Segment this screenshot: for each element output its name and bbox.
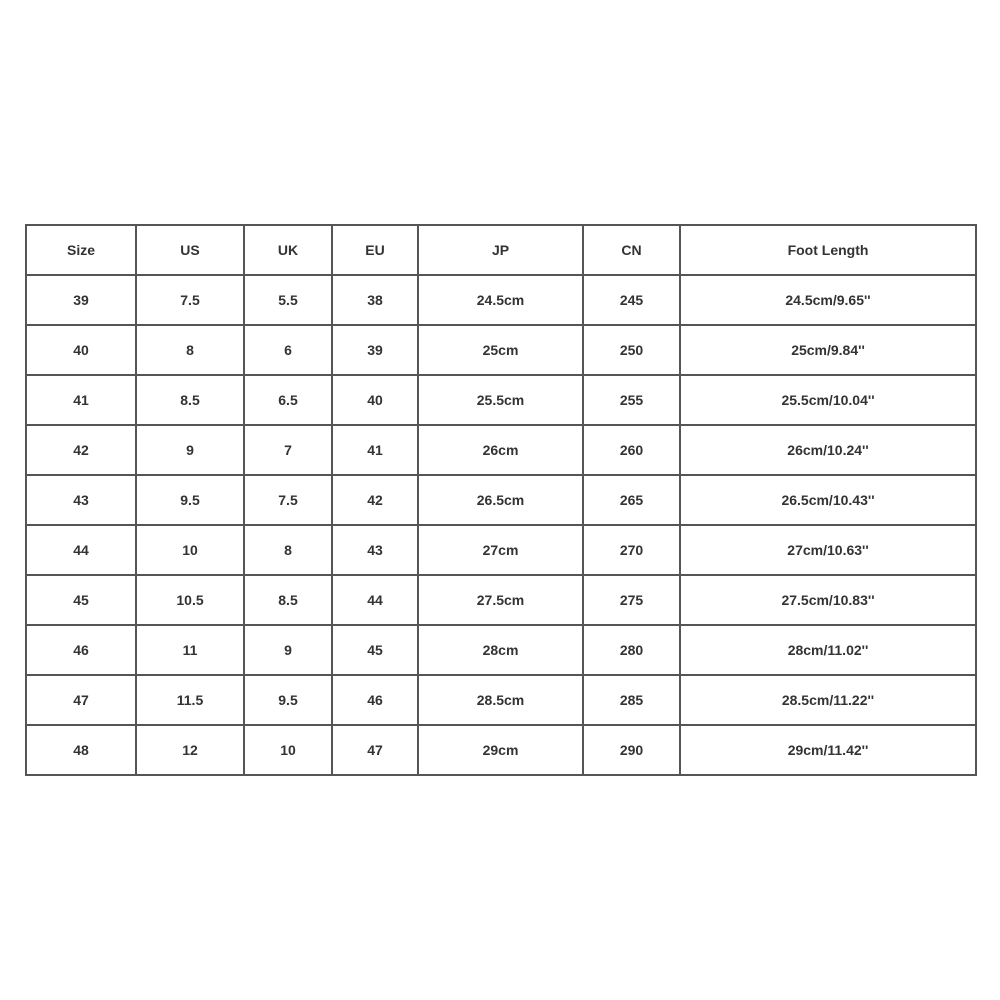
table-cell: 25cm — [418, 325, 583, 375]
table-cell: 270 — [583, 525, 680, 575]
table-cell: 275 — [583, 575, 680, 625]
table-cell: 28.5cm/11.22'' — [680, 675, 976, 725]
table-row — [26, 275, 976, 325]
table-cell: 9 — [244, 625, 332, 675]
table-cell: 6.5 — [244, 375, 332, 425]
table-cell: 25.5cm — [418, 375, 583, 425]
table-cell: 11 — [136, 625, 244, 675]
table-row — [26, 725, 976, 775]
table-cell: 10 — [244, 725, 332, 775]
table-cell: 41 — [332, 425, 418, 475]
table-cell: 26cm — [418, 425, 583, 475]
table-header — [26, 225, 976, 275]
table-cell: 260 — [583, 425, 680, 475]
table-cell: 290 — [583, 725, 680, 775]
size-chart-table — [25, 224, 977, 776]
table-cell: 39 — [332, 325, 418, 375]
table-cell: 29cm/11.42'' — [680, 725, 976, 775]
table-cell: 25cm/9.84'' — [680, 325, 976, 375]
table-cell: 44 — [332, 575, 418, 625]
table-row — [26, 475, 976, 525]
table-cell: 45 — [332, 625, 418, 675]
table-cell: 250 — [583, 325, 680, 375]
table-cell: 27.5cm — [418, 575, 583, 625]
table-cell: 7.5 — [136, 275, 244, 325]
column-header: Size — [26, 225, 136, 275]
table-cell: 24.5cm — [418, 275, 583, 325]
table-cell: 12 — [136, 725, 244, 775]
table-row — [26, 575, 976, 625]
table-cell: 27cm — [418, 525, 583, 575]
table-cell: 46 — [332, 675, 418, 725]
table-cell: 28cm — [418, 625, 583, 675]
column-header: US — [136, 225, 244, 275]
table-cell: 45 — [26, 575, 136, 625]
table-cell: 9.5 — [136, 475, 244, 525]
table-cell: 7 — [244, 425, 332, 475]
table-cell: 43 — [332, 525, 418, 575]
table-cell: 25.5cm/10.04'' — [680, 375, 976, 425]
table-row — [26, 425, 976, 475]
table-cell: 8 — [244, 525, 332, 575]
table-cell: 6 — [244, 325, 332, 375]
table-cell: 9.5 — [244, 675, 332, 725]
table-cell: 47 — [26, 675, 136, 725]
column-header: JP — [418, 225, 583, 275]
table-cell: 7.5 — [244, 475, 332, 525]
table-cell: 39 — [26, 275, 136, 325]
table-row — [26, 375, 976, 425]
table-cell: 47 — [332, 725, 418, 775]
table-cell: 29cm — [418, 725, 583, 775]
table-cell: 26.5cm — [418, 475, 583, 525]
table-cell: 28cm/11.02'' — [680, 625, 976, 675]
table-cell: 245 — [583, 275, 680, 325]
table-cell: 40 — [26, 325, 136, 375]
table-cell: 43 — [26, 475, 136, 525]
table-cell: 44 — [26, 525, 136, 575]
table-cell: 27.5cm/10.83'' — [680, 575, 976, 625]
table-cell: 8 — [136, 325, 244, 375]
table-cell: 265 — [583, 475, 680, 525]
column-header: EU — [332, 225, 418, 275]
table-cell: 46 — [26, 625, 136, 675]
table-cell: 38 — [332, 275, 418, 325]
header-row — [26, 225, 976, 275]
table-cell: 27cm/10.63'' — [680, 525, 976, 575]
table-cell: 24.5cm/9.65'' — [680, 275, 976, 325]
table-row — [26, 325, 976, 375]
table-body — [26, 275, 976, 775]
table-cell: 255 — [583, 375, 680, 425]
table-cell: 48 — [26, 725, 136, 775]
table-cell: 40 — [332, 375, 418, 425]
table-cell: 8.5 — [136, 375, 244, 425]
table-cell: 280 — [583, 625, 680, 675]
table-cell: 42 — [26, 425, 136, 475]
table-cell: 9 — [136, 425, 244, 475]
table-cell: 11.5 — [136, 675, 244, 725]
table-row — [26, 675, 976, 725]
table-row — [26, 625, 976, 675]
table-cell: 26.5cm/10.43'' — [680, 475, 976, 525]
table-row — [26, 525, 976, 575]
table-cell: 10.5 — [136, 575, 244, 625]
table-cell: 41 — [26, 375, 136, 425]
table-cell: 10 — [136, 525, 244, 575]
table-cell: 42 — [332, 475, 418, 525]
table-cell: 28.5cm — [418, 675, 583, 725]
column-header: CN — [583, 225, 680, 275]
column-header: UK — [244, 225, 332, 275]
table-cell: 5.5 — [244, 275, 332, 325]
column-header: Foot Length — [680, 225, 976, 275]
table-cell: 26cm/10.24'' — [680, 425, 976, 475]
table-cell: 285 — [583, 675, 680, 725]
table-cell: 8.5 — [244, 575, 332, 625]
